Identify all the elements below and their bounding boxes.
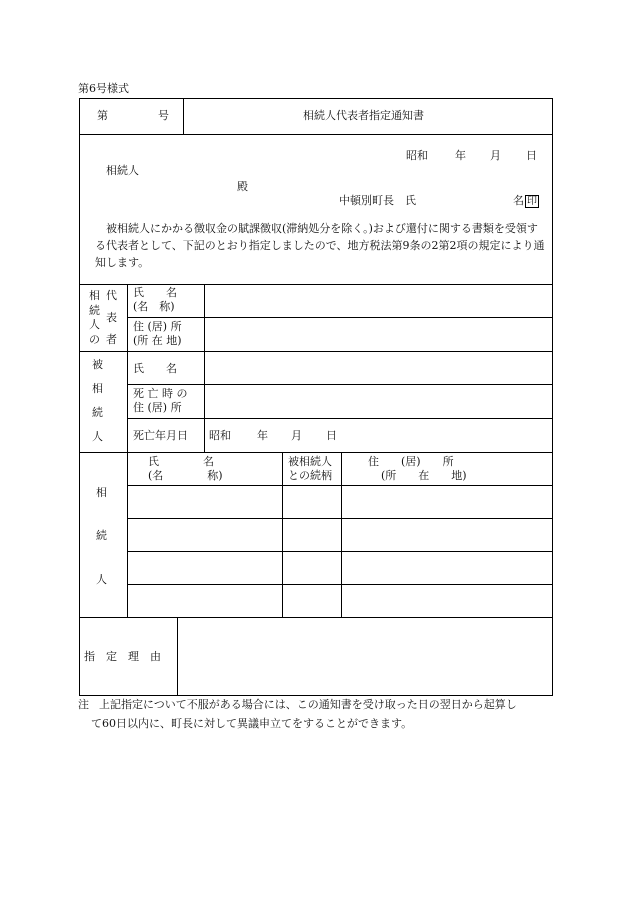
group-char: 相 [89, 289, 100, 302]
addressee-label: 相続人 [106, 164, 139, 177]
rep-name-label-sub: (名 称) [133, 300, 175, 313]
rep-address-label-sub: (所 在 地) [133, 334, 182, 347]
divider [79, 284, 552, 285]
divider [79, 452, 552, 453]
decedent-death-address-label-sub: 住 (居) 所 [133, 401, 182, 414]
group-char: 人 [92, 430, 103, 443]
death-date-era: 昭和 [209, 429, 231, 442]
rep-address-label: 住 (居) 所 [133, 320, 182, 333]
heirs-address-header: 住 (居) 所 [368, 455, 454, 468]
decedent-name-label: 氏 名 [133, 362, 177, 375]
heirs-address-header-sub: (所 在 地) [381, 469, 467, 482]
table-row[interactable] [128, 519, 551, 551]
group-char: 人 [96, 573, 107, 586]
death-date-year: 年 [257, 429, 268, 442]
decedent-death-address-label: 死 亡 時 の [133, 387, 188, 400]
heirs-name-header-sub: (名 称) [148, 469, 223, 482]
divider [79, 134, 552, 135]
name-suffix: 名 [513, 194, 524, 207]
representative-group-label [84, 287, 124, 349]
group-char: 表 [106, 311, 117, 324]
footnote-text-continued: て60日以内に、町長に対して異議申立てをすることができます。 [91, 717, 413, 730]
divider [79, 351, 552, 352]
date-era: 昭和 [406, 149, 428, 162]
table-row[interactable] [128, 585, 551, 617]
reason-field[interactable] [178, 618, 551, 694]
group-char: 人 [89, 318, 100, 331]
group-char: 続 [96, 529, 107, 542]
notice-body: 被相続人にかかる徴収金の賦課徴収(滞納処分を除く。)および還付に関する書類を受領する代表者として、下記のとおり指定しましたので、地方税法第9条の2第2項の規定により通知します。 [95, 222, 545, 269]
seal-mark: 印 [527, 195, 537, 207]
heirs-name-header: 氏 名 [148, 455, 214, 468]
reason-label: 指 定 理 由 [84, 650, 161, 663]
group-char: 代 [106, 289, 117, 302]
footnote-mark: 注 [78, 698, 89, 711]
heirs-relationship-header-sub: との続柄 [288, 469, 332, 482]
group-char: の [89, 333, 100, 346]
footnote-text: 上記指定について不服がある場合には、この通知書を受け取った日の翌日から起算し [99, 698, 517, 711]
table-row[interactable] [128, 486, 551, 518]
group-char: 続 [89, 304, 100, 317]
rep-name-label: 氏 名 [133, 286, 177, 299]
date-year: 年 [455, 149, 466, 162]
divider [127, 384, 552, 385]
number-label-start: 第 [97, 109, 108, 122]
group-char: 被 [92, 358, 103, 371]
date-month: 月 [490, 149, 501, 162]
death-date-day: 日 [326, 429, 337, 442]
divider [204, 284, 205, 452]
divider [183, 98, 184, 135]
group-char: 相 [96, 486, 107, 499]
divider [127, 418, 552, 419]
form-label: 第6号様式 [78, 82, 129, 95]
document-title: 相続人代表者指定通知書 [303, 109, 424, 122]
death-date-month: 月 [291, 429, 302, 442]
honorific: 殿 [237, 180, 248, 193]
group-char: 相 [92, 382, 103, 395]
group-char: 続 [92, 406, 103, 419]
sender-label: 中頓別町長 氏 [339, 194, 416, 207]
divider [127, 317, 552, 318]
group-char: 者 [106, 333, 117, 346]
date-day: 日 [526, 149, 537, 162]
death-date-label: 死亡年月日 [133, 429, 188, 442]
number-label-end: 号 [158, 109, 169, 122]
table-row[interactable] [128, 552, 551, 584]
heirs-relationship-header: 被相続人 [288, 455, 332, 468]
sender-name-end [513, 194, 539, 208]
